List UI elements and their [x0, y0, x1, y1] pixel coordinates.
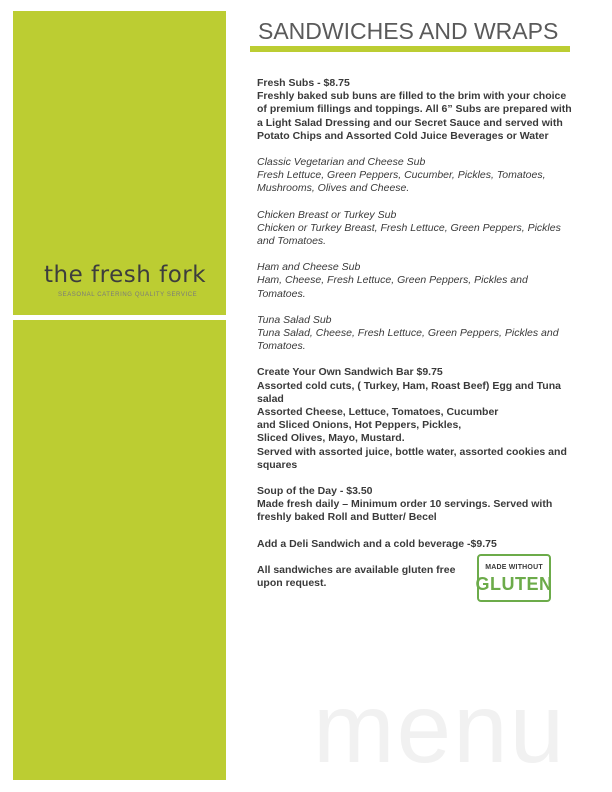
menu-item-description: Tuna Salad, Cheese, Fresh Lettuce, Green Peppers, Pickles and Tomatoes.: [257, 327, 559, 353]
fresh-subs-section: [257, 77, 575, 143]
gluten-free-note: All sandwiches are available gluten free upon request.: [257, 563, 456, 590]
menu-watermark: menu: [313, 673, 567, 783]
badge-bottom-text: GLUTEN: [475, 574, 553, 595]
brand-name: the fresh fork: [44, 262, 207, 288]
menu-item-name: Chicken Breast or Turkey Sub: [257, 208, 397, 221]
gluten-free-row: [257, 564, 575, 602]
create-your-own-section: [257, 366, 575, 472]
fresh-subs-description: Freshly baked sub buns are filled to the brim with your choice of premium fillings and toppings. All 6” Subs are prepared with a Light Salad Dressing and our Secret Sauce and served with Potato Chips and Assorted Cold Juice Beverages or Water: [257, 90, 572, 142]
menu-item-veg: [257, 156, 575, 196]
create-line: and Sliced Onions, Hot Peppers, Pickles,: [257, 419, 462, 432]
fresh-subs-heading: Fresh Subs - $8.75: [257, 77, 350, 89]
create-heading: Create Your Own Sandwich Bar $9.75: [257, 366, 443, 379]
soup-section: [257, 485, 575, 525]
badge-top-text: MADE WITHOUT: [485, 564, 543, 572]
create-line: Served with assorted juice, bottle water, assorted cookies and squares: [257, 445, 567, 471]
menu-item-tuna: [257, 314, 575, 354]
menu-item-description: Chicken or Turkey Breast, Fresh Lettuce, Green Peppers, Pickles and Tomatoes.: [257, 221, 561, 248]
menu-item-chicken: [257, 209, 575, 249]
soup-heading: Soup of the Day - $3.50: [257, 485, 373, 498]
brand-tagline: SEASONAL CATERING QUALITY SERVICE: [58, 292, 198, 298]
page-title: SANDWICHES AND WRAPS: [258, 18, 559, 44]
menu-item-ham: [257, 261, 575, 301]
menu-content: [257, 77, 575, 602]
create-line: Assorted Cheese, Lettuce, Tomatoes, Cucumber: [257, 406, 499, 419]
create-line: Sliced Olives, Mayo, Mustard.: [257, 432, 405, 445]
menu-item-name: Ham and Cheese Sub: [257, 261, 361, 274]
gluten-free-badge: [477, 554, 551, 602]
soup-description: Made fresh daily – Minimum order 10 servings. Served with freshly baked Roll and Butter/ Becel: [257, 498, 553, 524]
green-panel-bottom: [13, 320, 226, 780]
menu-item-name: Classic Vegetarian and Cheese Sub: [257, 156, 426, 169]
create-line: Assorted cold cuts, ( Turkey, Ham, Roast Beef) Egg and Tuna salad: [257, 379, 561, 405]
menu-item-description: Fresh Lettuce, Green Peppers, Cucumber, Pickles, Tomatoes, Mushrooms, Olives and Cheese.: [257, 169, 546, 195]
title-underline: [250, 46, 570, 52]
fork-icon: [105, 175, 135, 260]
menu-item-description: Ham, Cheese, Fresh Lettuce, Green Peppers, Pickles and Tomatoes.: [257, 274, 528, 300]
menu-item-name: Tuna Salad Sub: [257, 313, 332, 326]
deli-addon: Add a Deli Sandwich and a cold beverage -$9.75: [257, 537, 497, 550]
